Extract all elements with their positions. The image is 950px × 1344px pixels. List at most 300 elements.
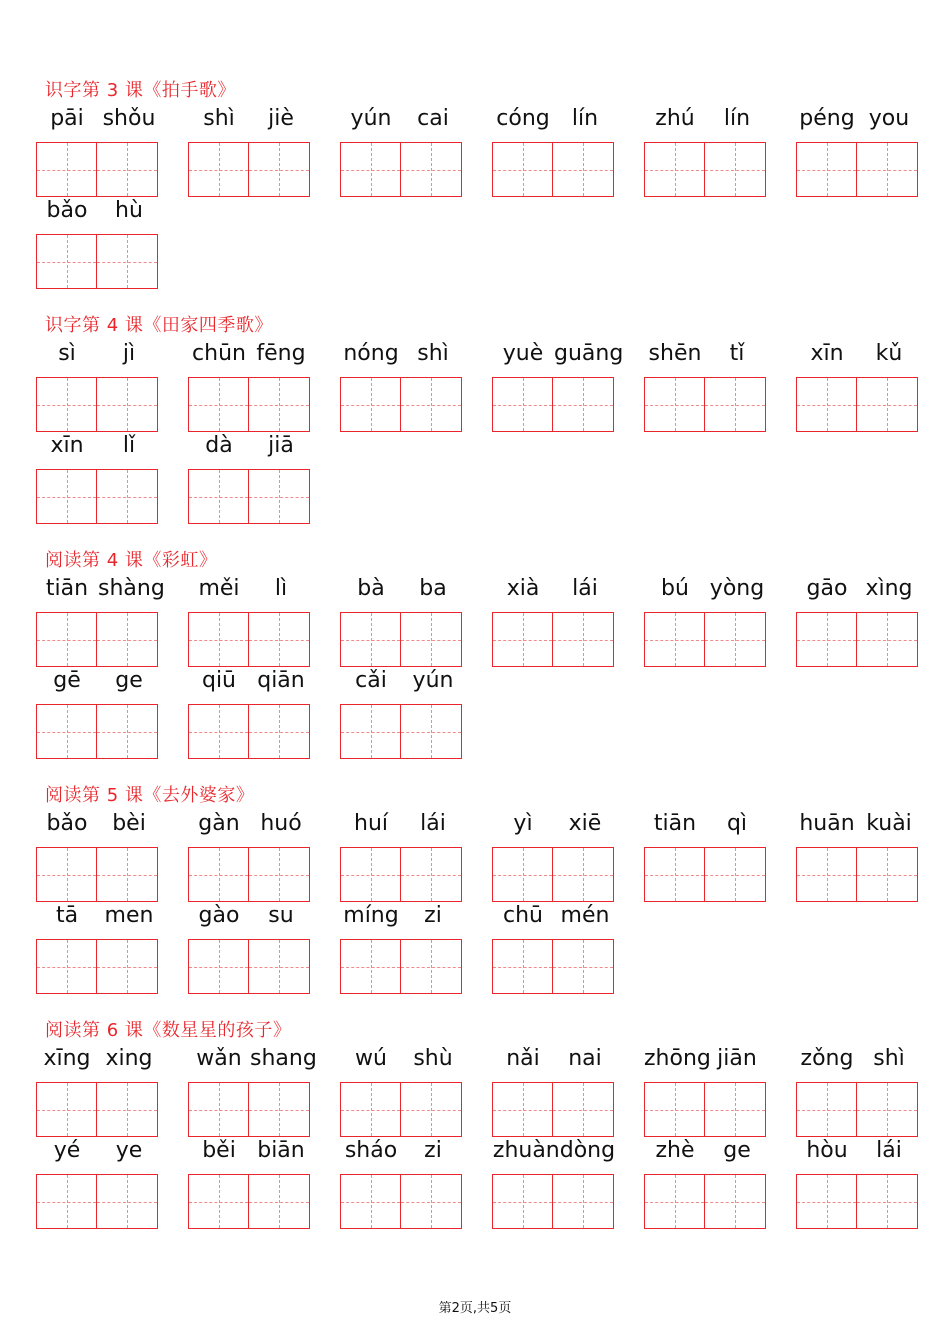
pinyin-label: cǎi [355,668,387,693]
tianzige-grid[interactable] [644,847,766,902]
tianzige-grid[interactable] [340,1174,462,1229]
character-cell[interactable] [189,143,249,196]
pinyin-label: chūn [192,341,246,366]
guide-line-vertical [279,1083,280,1136]
character-cell[interactable] [553,848,613,901]
character-cell[interactable] [189,1083,249,1136]
tianzige-grid[interactable] [36,939,158,994]
guide-line-vertical [431,1083,432,1136]
word-writing-box [796,1137,920,1233]
tianzige-grid[interactable] [340,1082,462,1137]
character-cell[interactable] [797,1083,857,1136]
guide-line-vertical [371,940,372,993]
guide-line-vertical [431,848,432,901]
character-cell[interactable] [97,1175,157,1228]
guide-line-vertical [371,1175,372,1228]
character-cell[interactable] [341,143,401,196]
character-cell[interactable] [341,940,401,993]
guide-line-vertical [67,940,68,993]
guide-line-vertical [67,848,68,901]
lesson-title: 识字第 4 课《田家四季歌》 [45,315,273,336]
tianzige-grid[interactable] [340,142,462,197]
character-cell[interactable] [341,1175,401,1228]
character-cell[interactable] [189,1175,249,1228]
tianzige-grid[interactable] [492,847,614,902]
tianzige-grid[interactable] [340,847,462,902]
guide-line-vertical [279,378,280,431]
pinyin-label: wú [355,1046,387,1071]
guide-line-vertical [431,705,432,758]
guide-line-vertical [675,613,676,666]
guide-line-vertical [279,940,280,993]
guide-line-vertical [735,1175,736,1228]
pinyin-label: hù [115,198,143,223]
pinyin-label: qiū [201,668,237,693]
character-cell[interactable] [705,378,765,431]
guide-line-vertical [371,143,372,196]
guide-line-vertical [675,1083,676,1136]
pinyin-label: běi [202,1138,236,1163]
word-writing-box [340,1045,464,1141]
word-writing-box [36,667,160,763]
tianzige-grid[interactable] [36,1174,158,1229]
pinyin-label: huān [799,811,855,836]
pinyin-label: zi [424,1138,442,1163]
character-cell[interactable] [249,940,309,993]
pinyin-label: hòu [806,1138,848,1163]
guide-line-vertical [583,613,584,666]
pinyin-label: huó [260,811,302,836]
character-cell[interactable] [97,848,157,901]
pinyin-label: guāng [554,341,624,366]
lesson-title: 阅读第 6 课《数星星的孩子》 [45,1020,292,1041]
character-cell[interactable] [189,705,249,758]
pinyin-label: nai [568,1046,602,1071]
pinyin-label: yún [350,106,392,131]
tianzige-grid[interactable] [188,1082,310,1137]
pinyin-label: yì [513,811,533,836]
pinyin-label: shì [203,106,235,131]
character-cell[interactable] [493,1083,553,1136]
character-cell[interactable] [493,1175,553,1228]
guide-line-vertical [67,613,68,666]
pinyin-label: shì [417,341,449,366]
guide-line-vertical [67,378,68,431]
character-cell[interactable] [705,143,765,196]
word-writing-box [492,1137,616,1233]
character-cell[interactable] [797,378,857,431]
tianzige-grid[interactable] [644,377,766,432]
guide-line-vertical [431,378,432,431]
character-cell[interactable] [645,848,705,901]
character-cell[interactable] [189,470,249,523]
character-cell[interactable] [705,1083,765,1136]
tianzige-grid[interactable] [188,142,310,197]
guide-line-vertical [827,848,828,901]
character-cell[interactable] [645,613,705,666]
character-cell[interactable] [97,1083,157,1136]
pinyin-label: zhè [655,1138,695,1163]
pinyin-label: shì [873,1046,905,1071]
character-cell[interactable] [249,378,309,431]
character-cell[interactable] [249,1175,309,1228]
guide-line-vertical [827,1083,828,1136]
character-cell[interactable] [553,1175,613,1228]
word-writing-box [188,105,312,201]
pinyin-label: lín [723,106,751,131]
character-cell[interactable] [797,143,857,196]
lesson-title: 识字第 3 课《拍手歌》 [45,80,236,101]
pinyin-label: shù [413,1046,453,1071]
guide-line-vertical [431,940,432,993]
pinyin-label: lì [274,576,288,601]
pinyin-label: tǐ [729,341,745,366]
character-cell[interactable] [553,378,613,431]
guide-line-vertical [583,143,584,196]
guide-line-vertical [583,848,584,901]
word-writing-box [188,432,312,528]
pinyin-label: lǐ [122,433,136,458]
guide-line-vertical [67,143,68,196]
pinyin-label: bǎo [46,198,88,223]
guide-line-vertical [127,143,128,196]
character-cell[interactable] [189,940,249,993]
character-cell[interactable] [249,848,309,901]
pinyin-label: gàn [198,811,240,836]
guide-line-vertical [371,1083,372,1136]
pinyin-label: yòng [709,576,765,601]
pinyin-label: kǔ [875,341,903,366]
character-cell[interactable] [553,143,613,196]
word-writing-box [36,340,160,436]
pinyin-label: bǎo [46,811,88,836]
character-cell[interactable] [857,378,917,431]
tianzige-grid[interactable] [36,142,158,197]
character-cell[interactable] [37,1083,97,1136]
character-cell[interactable] [857,848,917,901]
pinyin-label: zi [424,903,442,928]
tianzige-grid[interactable] [340,612,462,667]
word-writing-box [188,1045,317,1141]
pinyin-label: dà [205,433,233,458]
word-writing-box [492,340,624,436]
word-writing-box [340,810,464,906]
tianzige-grid[interactable] [644,1082,766,1137]
character-cell[interactable] [857,613,917,666]
pinyin-label: tā [55,903,79,928]
pinyin-label: yuè [502,341,544,366]
tianzige-grid[interactable] [644,1174,766,1229]
tianzige-grid[interactable] [188,704,310,759]
character-cell[interactable] [97,143,157,196]
character-cell[interactable] [401,705,461,758]
word-writing-box [340,667,464,763]
pinyin-label: xīn [810,341,844,366]
guide-line-vertical [887,848,888,901]
guide-line-vertical [431,1175,432,1228]
character-cell[interactable] [37,378,97,431]
tianzige-grid[interactable] [644,142,766,197]
guide-line-vertical [675,1175,676,1228]
character-cell[interactable] [37,1175,97,1228]
character-cell[interactable] [645,1083,705,1136]
pinyin-label: shàng [98,576,165,601]
guide-line-vertical [887,1083,888,1136]
guide-line-vertical [735,1083,736,1136]
character-cell[interactable] [37,848,97,901]
word-writing-box [492,105,616,201]
tianzige-grid[interactable] [492,612,614,667]
character-cell[interactable] [97,705,157,758]
guide-line-vertical [827,1175,828,1228]
guide-line-vertical [523,143,524,196]
character-cell[interactable] [401,613,461,666]
character-cell[interactable] [493,848,553,901]
guide-line-vertical [127,1175,128,1228]
guide-line-vertical [675,143,676,196]
character-cell[interactable] [705,848,765,901]
tianzige-grid[interactable] [36,469,158,524]
word-writing-box [36,432,160,528]
character-cell[interactable] [341,848,401,901]
tianzige-grid[interactable] [340,939,462,994]
character-cell[interactable] [97,613,157,666]
tianzige-grid[interactable] [36,234,158,289]
pinyin-label: ye [115,1138,143,1163]
pinyin-label: tiān [45,576,89,601]
guide-line-vertical [523,1175,524,1228]
guide-line-vertical [827,378,828,431]
pinyin-label: jiè [268,106,294,131]
pinyin-label: shēn [648,341,702,366]
tianzige-grid[interactable] [36,612,158,667]
pinyin-label: cai [417,106,449,131]
character-cell[interactable] [37,235,97,288]
character-cell[interactable] [401,848,461,901]
character-cell[interactable] [401,378,461,431]
character-cell[interactable] [705,613,765,666]
character-cell[interactable] [401,143,461,196]
tianzige-grid[interactable] [188,847,310,902]
character-cell[interactable] [553,613,613,666]
guide-line-vertical [735,378,736,431]
character-cell[interactable] [37,940,97,993]
pinyin-label: gāo [806,576,848,601]
character-cell[interactable] [249,613,309,666]
guide-line-vertical [127,705,128,758]
character-cell[interactable] [797,848,857,901]
pinyin-label: ge [723,1138,751,1163]
tianzige-grid[interactable] [796,142,918,197]
pinyin-label: wǎn [196,1046,242,1071]
character-cell[interactable] [493,613,553,666]
pinyin-label: men [104,903,154,928]
character-cell[interactable] [341,1083,401,1136]
word-writing-box [188,902,312,998]
pinyin-label: zhuàndòng [492,1138,616,1163]
tianzige-grid[interactable] [188,939,310,994]
guide-line-vertical [279,470,280,523]
character-cell[interactable] [645,378,705,431]
tianzige-grid[interactable] [188,1174,310,1229]
character-cell[interactable] [249,1083,309,1136]
pinyin-label: kuài [866,811,912,836]
guide-line-vertical [219,613,220,666]
character-cell[interactable] [401,1175,461,1228]
guide-line-vertical [219,848,220,901]
guide-line-vertical [219,1083,220,1136]
tianzige-grid[interactable] [492,939,614,994]
character-cell[interactable] [493,940,553,993]
pinyin-label: pāi [50,106,84,131]
pinyin-label: shǒu [102,106,156,131]
guide-line-vertical [279,613,280,666]
tianzige-grid[interactable] [492,1082,614,1137]
guide-line-vertical [219,940,220,993]
character-cell[interactable] [97,470,157,523]
tianzige-grid[interactable] [492,1174,614,1229]
character-cell[interactable] [857,1175,917,1228]
guide-line-vertical [887,1175,888,1228]
word-writing-box [36,197,160,293]
word-writing-box [188,575,312,671]
character-cell[interactable] [37,705,97,758]
character-cell[interactable] [37,143,97,196]
character-cell[interactable] [37,470,97,523]
guide-line-vertical [887,143,888,196]
character-cell[interactable] [797,613,857,666]
character-cell[interactable] [705,1175,765,1228]
tianzige-grid[interactable] [36,1082,158,1137]
tianzige-grid[interactable] [492,142,614,197]
guide-line-vertical [523,848,524,901]
tianzige-grid[interactable] [36,704,158,759]
guide-line-vertical [735,613,736,666]
tianzige-grid[interactable] [644,612,766,667]
pinyin-label: ba [419,576,447,601]
character-cell[interactable] [645,143,705,196]
pinyin-label: qì [726,811,748,836]
guide-line-vertical [827,143,828,196]
word-writing-box [36,1137,160,1233]
guide-line-vertical [279,848,280,901]
character-cell[interactable] [341,613,401,666]
pinyin-label: lái [420,811,446,836]
pinyin-label: zhú [655,106,695,131]
guide-line-vertical [371,378,372,431]
word-writing-box [492,575,616,671]
guide-line-vertical [127,848,128,901]
word-writing-box [796,1045,920,1141]
character-cell[interactable] [797,1175,857,1228]
tianzige-grid[interactable] [796,1174,918,1229]
pinyin-label: xìng [865,576,913,601]
guide-line-vertical [219,705,220,758]
guide-line-vertical [887,613,888,666]
word-writing-box [644,105,768,201]
guide-line-vertical [523,1083,524,1136]
character-cell[interactable] [341,705,401,758]
character-cell[interactable] [97,378,157,431]
tianzige-grid[interactable] [340,704,462,759]
character-cell[interactable] [97,235,157,288]
pinyin-label: chū [503,903,543,928]
tianzige-grid[interactable] [188,377,310,432]
guide-line-vertical [827,613,828,666]
pinyin-label: měi [198,576,240,601]
guide-line-vertical [583,1083,584,1136]
word-writing-box [188,1137,312,1233]
character-cell[interactable] [857,1083,917,1136]
guide-line-vertical [219,378,220,431]
guide-line-vertical [371,848,372,901]
pinyin-label: su [268,903,294,928]
character-cell[interactable] [249,143,309,196]
tianzige-grid[interactable] [492,377,614,432]
pinyin-label: lín [571,106,599,131]
character-cell[interactable] [97,940,157,993]
pinyin-label: biān [257,1138,305,1163]
word-writing-box [644,810,768,906]
pinyin-label: huí [354,811,388,836]
character-cell[interactable] [493,143,553,196]
character-cell[interactable] [857,143,917,196]
character-cell[interactable] [401,1083,461,1136]
guide-line-vertical [371,705,372,758]
guide-line-vertical [523,940,524,993]
character-cell[interactable] [645,1175,705,1228]
pinyin-label: sháo [344,1138,398,1163]
word-writing-box [644,1137,768,1233]
tianzige-grid[interactable] [796,612,918,667]
tianzige-grid[interactable] [188,469,310,524]
guide-line-vertical [127,1083,128,1136]
word-writing-box [644,575,768,671]
tianzige-grid[interactable] [188,612,310,667]
pinyin-label: zǒng [800,1046,854,1071]
page-footer: 第2页,共5页 [438,1301,512,1316]
tianzige-grid[interactable] [796,377,918,432]
character-cell[interactable] [493,378,553,431]
guide-line-vertical [219,143,220,196]
pinyin-label: tiān [653,811,697,836]
guide-line-vertical [675,848,676,901]
pinyin-label: qiān [257,668,305,693]
character-cell[interactable] [553,940,613,993]
guide-line-vertical [127,470,128,523]
tianzige-grid[interactable] [796,1082,918,1137]
tianzige-grid[interactable] [796,847,918,902]
pinyin-label: cóng [496,106,550,131]
character-cell[interactable] [189,848,249,901]
character-cell[interactable] [341,378,401,431]
character-cell[interactable] [553,1083,613,1136]
tianzige-grid[interactable] [36,377,158,432]
pinyin-label: bà [357,576,385,601]
tianzige-grid[interactable] [36,847,158,902]
character-cell[interactable] [249,705,309,758]
guide-line-vertical [735,143,736,196]
character-cell[interactable] [401,940,461,993]
character-cell[interactable] [37,613,97,666]
word-writing-box [796,810,920,906]
pinyin-label: zhōng [644,1046,711,1071]
character-cell[interactable] [249,470,309,523]
character-cell[interactable] [189,613,249,666]
tianzige-grid[interactable] [340,377,462,432]
character-cell[interactable] [189,378,249,431]
word-writing-box [36,810,160,906]
